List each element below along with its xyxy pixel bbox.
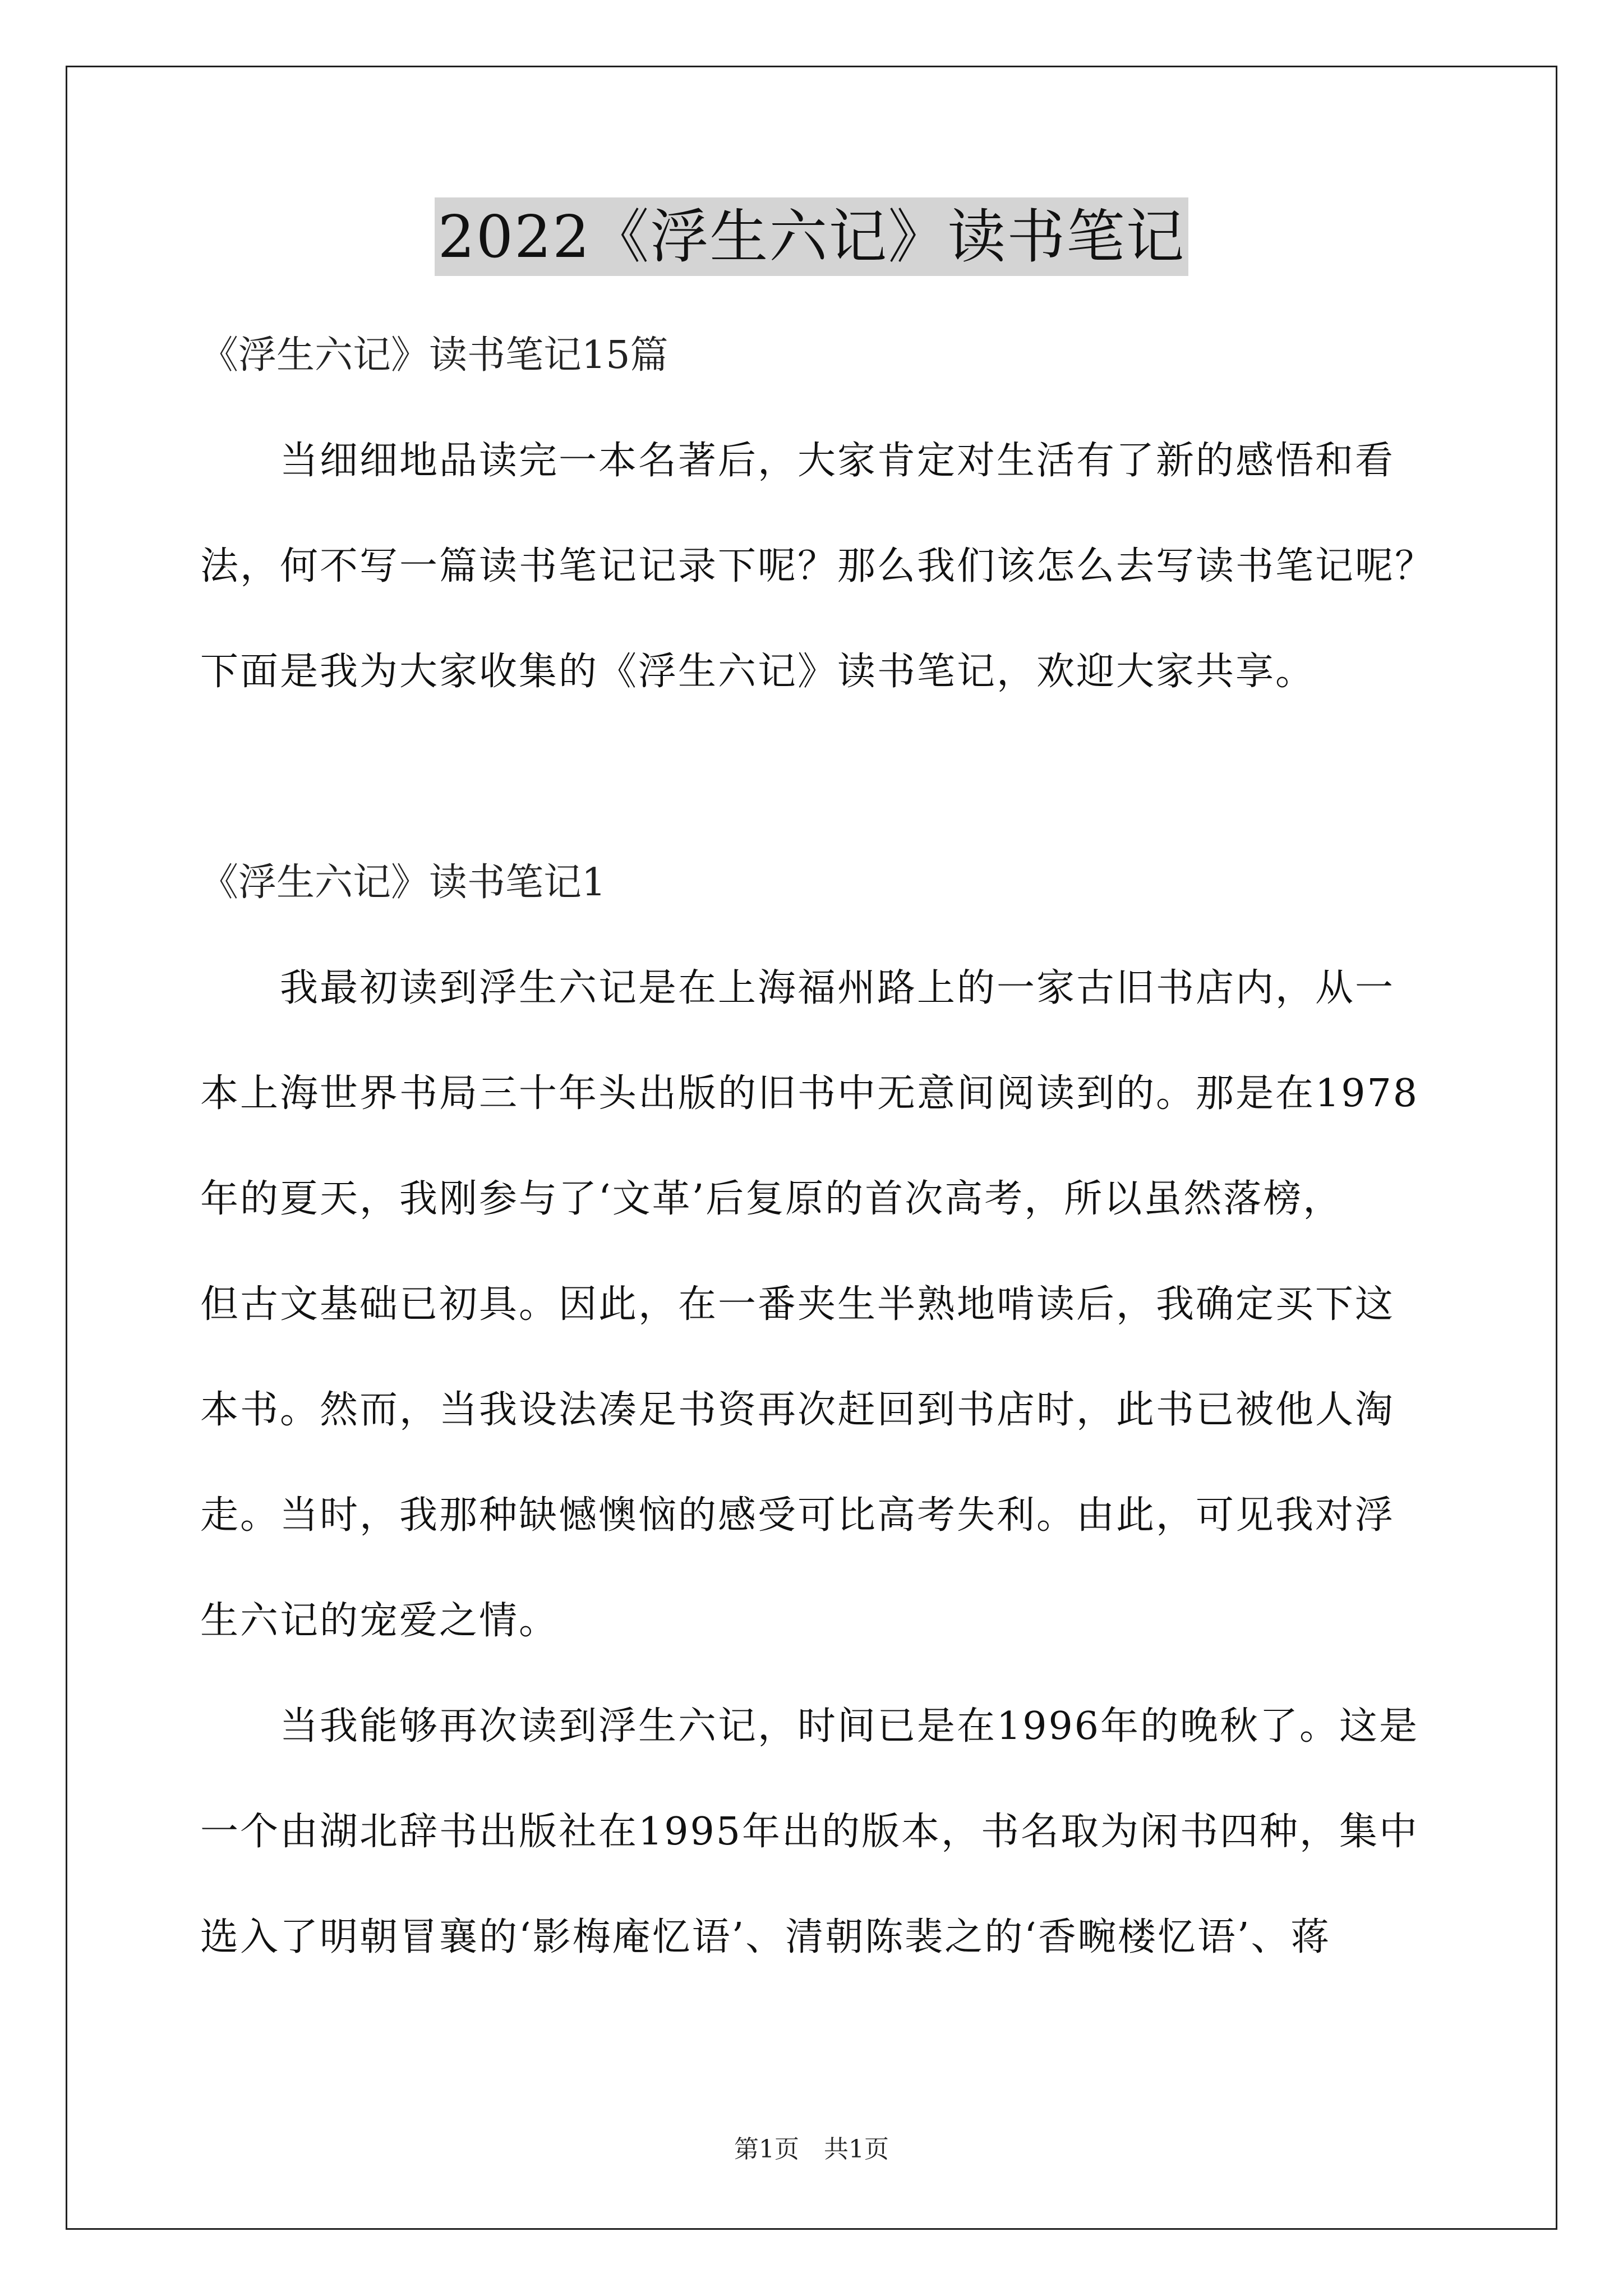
paragraph-line: 选入了明朝冒襄的‘影梅庵忆语’、清朝陈裴之的‘香畹楼忆语’、蒋 [200, 1915, 1331, 1959]
paragraph-line: 但古文基础已初具。因此，在一番夹生半熟地啃读后，我确定买下这 [200, 1282, 1395, 1327]
section-heading: 《浮生六记》读书笔记1 [200, 861, 606, 905]
paragraph-line: 我最初读到浮生六记是在上海福州路上的一家古旧书店内，从一 [200, 966, 1395, 1010]
document-body [200, 303, 1462, 1990]
title-container [0, 197, 1623, 276]
paragraph-line: 一个由湖北辞书出版社在1995年出的版本，书名取为闲书四种，集中 [200, 1810, 1419, 1854]
paragraph-line: 本书。然而，当我设法凑足书资再次赶回到书店时，此书已被他人淘 [200, 1388, 1395, 1432]
paragraph-line: 生六记的宠爱之情。 [200, 1599, 559, 1643]
paragraph-line: 本上海世界书局三十年头出版的旧书中无意间阅读到的。那是在1978 [200, 1071, 1419, 1116]
paragraph-gap [200, 725, 1462, 830]
intro-line: 法，何不写一篇读书笔记记录下呢？那么我们该怎么去写读书笔记呢？ [200, 544, 1435, 588]
paragraph-line: 走。当时，我那种缺憾懊恼的感受可比高考失利。由此，可见我对浮 [200, 1493, 1395, 1538]
page-number: 第1页 共1页 [734, 2135, 889, 2164]
paragraph-line: 年的夏天，我刚参与了‘文革’后复原的首次高考，所以虽然落榜， [200, 1177, 1343, 1221]
paragraph-line: 当我能够再次读到浮生六记，时间已是在1996年的晚秋了。这是 [200, 1704, 1419, 1749]
document-title: 2022《浮生六记》读书笔记 [435, 197, 1189, 276]
intro-line: 当细细地品读完一本名著后，大家肯定对生活有了新的感悟和看 [200, 439, 1395, 483]
intro-line: 下面是我为大家收集的《浮生六记》读书笔记，欢迎大家共享。 [200, 650, 1316, 694]
document-subtitle: 《浮生六记》读书笔记15篇 [200, 333, 668, 378]
